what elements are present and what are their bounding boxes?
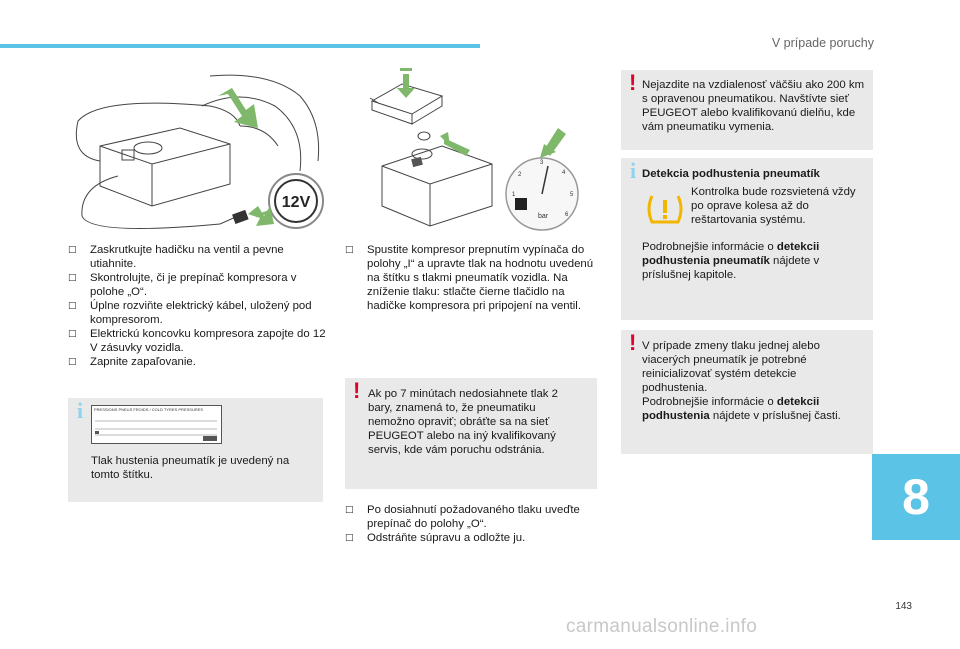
step-text: Zapnite zapaľovanie. (90, 356, 196, 368)
step-item: □ Po dosiahnutí požadovaného tlaku uveďte prepínač do polohy „O“. (345, 504, 580, 530)
step-text: Elektrickú koncovku kompresora zapojte do 12 V zásuvky vozidla. (90, 328, 326, 354)
warning-text: Ak po 7 minútach nedosiahnete tlak 2 bary, znamená to, že pneumatiku nemožno opraviť; obráťte sa na sieť PEUGEOT alebo na iný kvalifikovaný servis, kde vám poruchu odstránia. (368, 388, 558, 456)
warning-text: Nejazdite na vzdialenosť väčšiu ako 200 km s opravenou pneumatikou. Navštívte sieť PEUGEOT alebo kvalifikovanú dielňu, kde vám pneumatiku vymenia. (642, 79, 865, 133)
text-prefix: Podrobnejšie informácie o (642, 241, 777, 253)
info-title: Detekcia podhustenia pneumatík (642, 168, 820, 180)
step-text: Po dosiahnutí požadovaného tlaku uveďte prepínač do polohy „O“. (367, 504, 580, 530)
compressor-wheel-illustration (60, 66, 330, 241)
step-text: Skontrolujte, či je prepínač kompresora v polohe „O“. (90, 272, 297, 298)
text-prefix: Podrobnejšie informácie o (642, 396, 777, 408)
info-icon: i (77, 398, 84, 423)
col2-step (345, 243, 600, 313)
page-number: 143 (895, 601, 912, 612)
warning-box-reinit (621, 330, 873, 454)
info-text: Tlak hustenia pneumatík je uvedený na tomto štítku. (91, 455, 290, 481)
info-box-underinflation (621, 158, 873, 320)
arrow-icon (218, 88, 274, 226)
compressor-gauge-illustration (352, 66, 602, 241)
text-suffix: nájdete v príslušnej časti. (709, 410, 841, 422)
step-item: □ Úplne rozviňte elektrický kábel, uložený pod kompresorom. (68, 300, 312, 326)
chapter-tab: 8 (872, 454, 960, 540)
info-box-tyre-label (68, 398, 323, 502)
deflate-button (515, 198, 527, 210)
watermark: carmanualsonline.info (566, 616, 758, 637)
header-accent-bar (0, 44, 480, 48)
warning-box-7min (345, 378, 597, 489)
step-text: Úplne rozviňte elektrický kábel, uložený pod kompresorom. (90, 300, 312, 326)
info-icon: i (630, 158, 637, 183)
plug-body (232, 210, 249, 224)
step-text: Zaskrutkujte hadičku na ventil a pevne utiahnite. (90, 244, 284, 270)
warning-text (642, 339, 858, 423)
gauge-unit: bar (538, 213, 549, 220)
warning-text-main: V prípade zmeny tlaku jednej alebo viacerých pneumatík je potrebné reinicializovať systém detekcie podhustenia. (642, 340, 820, 394)
socket-label: 12V (281, 194, 311, 211)
text-suffix: nájdete v príslušnej kapitole. (642, 255, 820, 281)
arrow-icon (397, 68, 566, 158)
step-text: Spustite kompresor prepnutím vypínača do polohy „I“ a upravte tlak na hodnotu uvedenú na štítku s tlakmi pneumatík vozidla. Na zníženie tlaku: stlačte čierne tlačidlo na hadičke kompresora pri pripojení na ventil. (367, 244, 594, 312)
gauge-tick-label: 2 (518, 172, 522, 178)
text-bold-link: detekcii podhustenia (642, 396, 820, 422)
step-item: □ Zaskrutkujte hadičku na ventil a pevne utiahnite. (68, 244, 284, 270)
text-bold-link: detekcii podhustenia pneumatík (642, 241, 820, 267)
col2-steps-bottom (345, 503, 600, 545)
tyre-pressure-label-image (91, 405, 291, 445)
step-text: Odstráňte súpravu a odložte ju. (367, 532, 526, 544)
step-item: □ Elektrickú koncovku kompresora zapojte do 12 V zásuvky vozidla. (68, 328, 326, 354)
step-item: □ Spustite kompresor prepnutím vypínača do polohy „I“ a upravte tlak na hodnotu uvedenú na štítku s tlakmi pneumatík vozidla. Na zníženie tlaku: stlačte čierne tlačidlo na hadičke kompresora pri pripojení na ventil. (345, 244, 594, 312)
warning-box-200km (621, 70, 873, 150)
gauge-tick-label: 6 (565, 212, 569, 218)
lamp-text: Kontrolka bude rozsvietená vždy po oprave kolesa až do reštartovania systému. (691, 186, 856, 226)
warning-icon: ! (353, 378, 361, 403)
gauge-tick-label: 1 (512, 192, 516, 198)
section-title: V prípade poruchy (771, 36, 874, 50)
switch-icon (411, 157, 423, 167)
warning-icon: ! (629, 330, 637, 355)
col1-steps (68, 243, 328, 369)
step-item: □ Zapnite zapaľovanie. (68, 356, 196, 368)
gauge-tick-label: 5 (570, 192, 574, 198)
info-more-text (642, 240, 862, 282)
tyre-pressure-warning-lamp-icon (645, 192, 685, 226)
label-caption: PRESSIONS PNEUS FROIDS / COLD TYRES PRESSURES (94, 407, 204, 412)
warning-icon: ! (629, 70, 637, 95)
step-item: □ Odstráňte súpravu a odložte ju. (345, 532, 526, 544)
gauge-tick-label: 4 (562, 170, 566, 176)
gauge-tick-label: 3 (540, 160, 544, 166)
step-item: □ Skontrolujte, či je prepínač kompresora v polohe „O“. (68, 272, 297, 298)
